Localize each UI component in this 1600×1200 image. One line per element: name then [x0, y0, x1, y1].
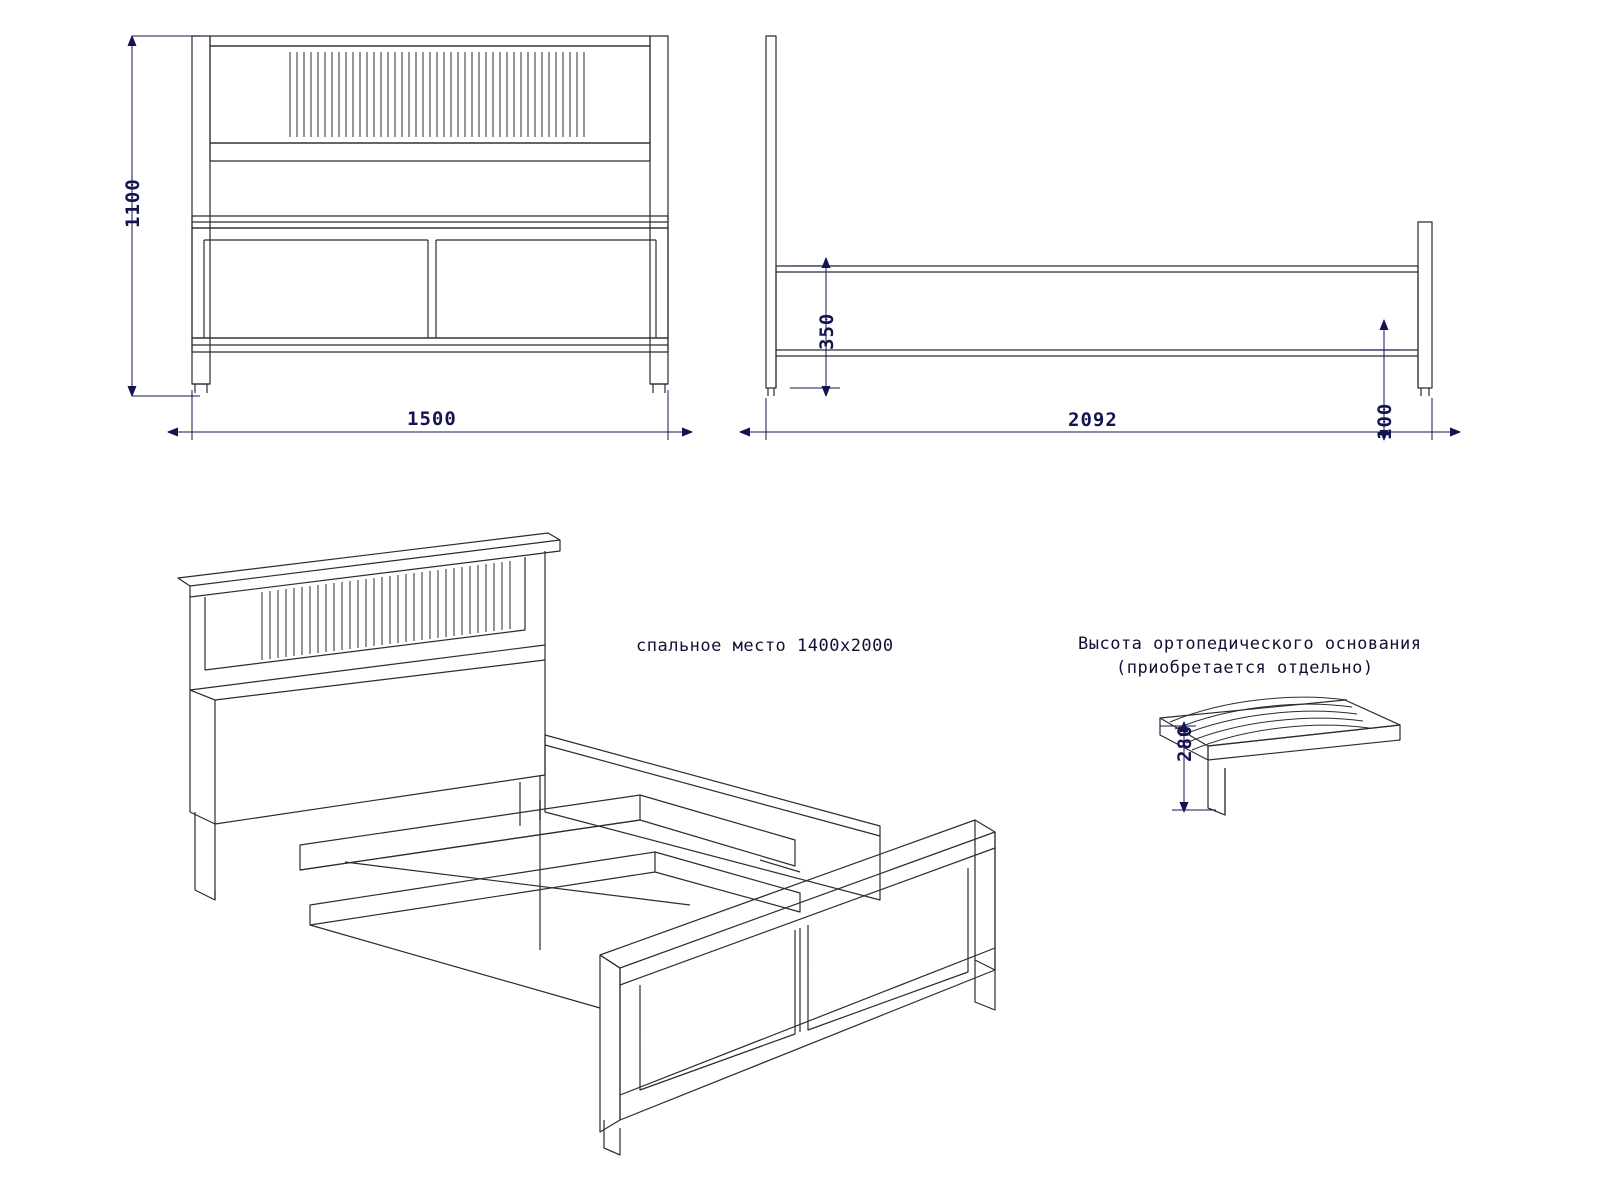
- note-base-height-line2: (приобретается отдельно): [1116, 658, 1374, 678]
- note-sleeping-area: спальное место 1400х2000: [636, 636, 894, 656]
- note-base-height-line1: Высота ортопедического основания: [1078, 634, 1422, 654]
- dimension-length-2092: 2092: [1068, 409, 1118, 431]
- dimension-footboard-offset-100: 100: [1374, 402, 1396, 440]
- dimension-base-height-280: 280: [1174, 724, 1196, 762]
- side-elevation-geometry: [766, 36, 1432, 396]
- dimension-height-1100: 1100: [122, 178, 144, 228]
- orthopedic-base-geometry: [1160, 697, 1400, 815]
- front-elevation-geometry: [192, 36, 668, 393]
- dimension-rail-height-350: 350: [816, 312, 838, 350]
- dimension-width-1500: 1500: [407, 408, 457, 430]
- isometric-geometry: [178, 533, 995, 1155]
